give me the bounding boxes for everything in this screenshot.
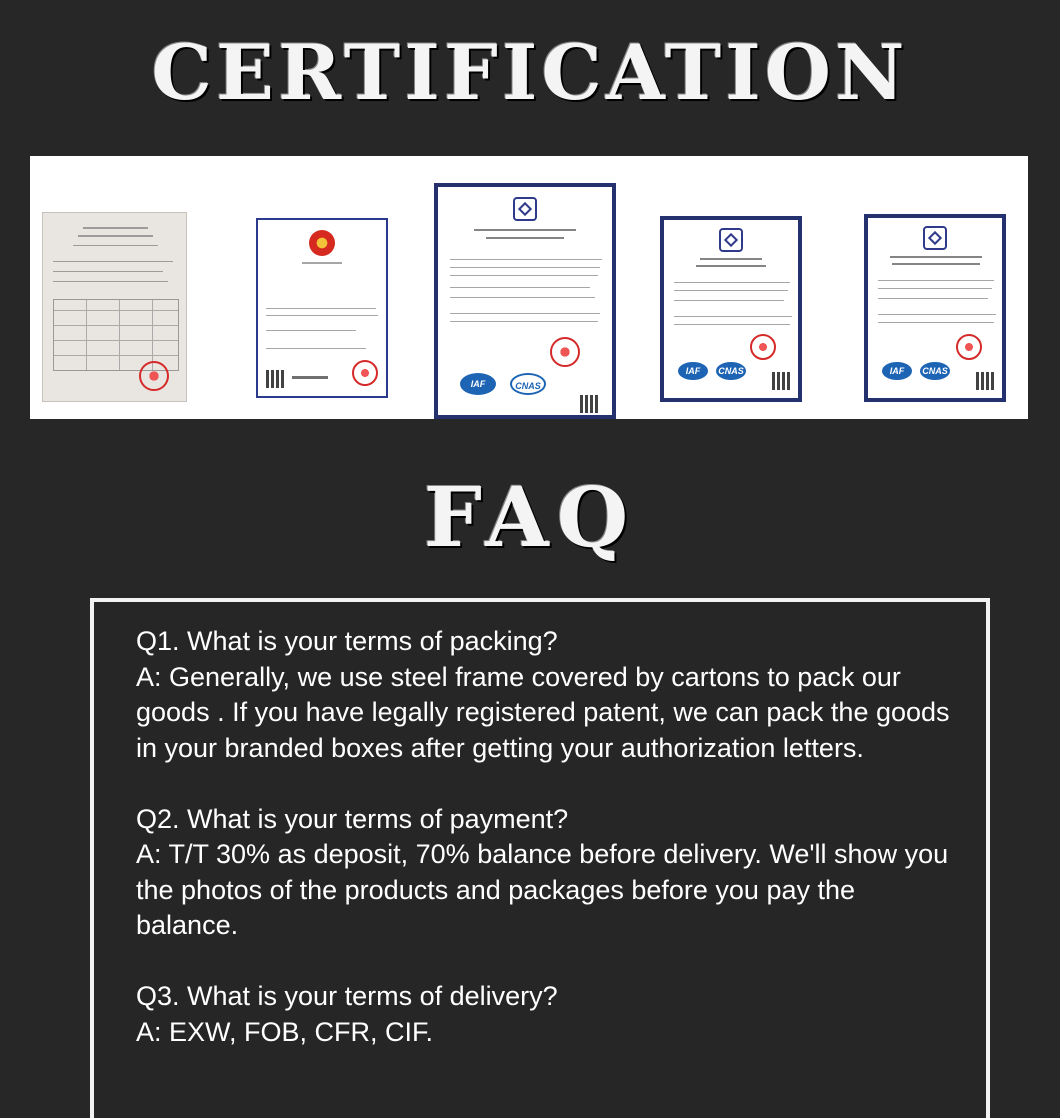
faq-question: Q2. What is your terms of payment? bbox=[136, 803, 569, 834]
iaf-badge: IAF bbox=[882, 362, 912, 380]
faq-item bbox=[136, 979, 956, 1050]
cnas-badge: CNAS bbox=[510, 373, 546, 395]
certification-heading: CERTIFICATION bbox=[151, 28, 909, 117]
faq-item bbox=[136, 802, 956, 944]
certificate-gallery bbox=[30, 156, 1028, 419]
certificate-environmental-management[interactable] bbox=[434, 183, 616, 419]
cnas-badge: CNAS bbox=[716, 362, 746, 380]
certificate-trademark-registration[interactable] bbox=[256, 218, 388, 398]
faq-answer: A: T/T 30% as deposit, 70% balance before delivery. We'll show you the photos of the products and packages before you pay the balance. bbox=[136, 839, 949, 940]
certificate-quality-management[interactable] bbox=[660, 216, 802, 402]
faq-list bbox=[136, 624, 956, 1086]
iaf-badge: IAF bbox=[678, 362, 708, 380]
cnas-badge: CNAS bbox=[920, 362, 950, 380]
iaf-badge: IAF bbox=[460, 373, 496, 395]
faq-question: Q3. What is your terms of delivery? bbox=[136, 981, 558, 1011]
faq-panel bbox=[90, 598, 990, 1118]
faq-item bbox=[136, 624, 956, 766]
certificate-special-equipment-license[interactable] bbox=[42, 212, 187, 402]
faq-answer: A: Generally, we use steel frame covered by cartons to pack our goods . If you have legally registered patent, we can pack the goods in your branded boxes after getting your authorization letters. bbox=[136, 661, 950, 763]
faq-question: Q1. What is your terms of packing? bbox=[136, 626, 558, 656]
certificate-occupational-health-safety[interactable] bbox=[864, 214, 1006, 402]
faq-heading: FAQ bbox=[423, 470, 637, 566]
faq-answer: A: EXW, FOB, CFR, CIF. bbox=[136, 1016, 434, 1047]
